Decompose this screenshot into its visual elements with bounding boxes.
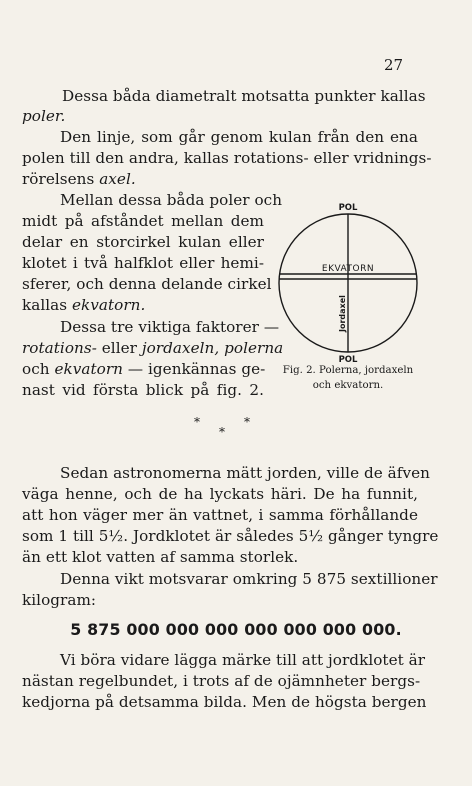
figure-caption <box>272 363 424 393</box>
separator-star-3: * <box>219 425 225 439</box>
paragraph-7-line-1: Vi böra vidare lägga märke till att jordklotet är <box>60 651 426 669</box>
paragraph-4-line-2 <box>22 338 284 358</box>
paragraph-3-line-1: Mellan dessa båda poler och <box>60 191 283 209</box>
paragraph-6-line-2: kilogram: <box>22 591 97 609</box>
figure-caption-line-2: och ekvatorn. <box>312 380 384 391</box>
term-jordaxeln-polerna: jordaxeln, polerna <box>141 339 284 357</box>
figure-2 <box>272 195 424 405</box>
paragraph-3-line-2: midt på afståndet mellan dem <box>22 212 264 230</box>
paragraph-7-line-2: nästan regelbundet, i trots af de ojämnheter bergs- <box>22 672 421 690</box>
globe-diagram <box>272 195 424 363</box>
figure-caption-line-1: Fig. 2. Polerna, jordaxeln <box>282 365 414 376</box>
page-number: 27 <box>384 56 404 74</box>
paragraph-3-line-6-text: kallas <box>22 296 72 314</box>
paragraph-1-line-2: poler. <box>22 107 66 125</box>
paragraph-4-line-3-text-b: — igenkännas ge- <box>122 360 266 378</box>
paragraph-4-line-3-text-a: och <box>22 360 55 378</box>
term-rotations: rotations- <box>22 339 97 357</box>
paragraph-3-line-5: sferer, och denna delande cirkel <box>22 275 272 293</box>
paragraph-2-line-1: Den linje, som går genom kulan från den ena <box>60 128 418 146</box>
paragraph-3-line-3: delar en storcirkel kulan eller <box>22 233 264 251</box>
paragraph-4-line-4: nast vid första blick på fig. 2. <box>22 381 264 399</box>
paragraph-1-line-1: Dessa båda diametralt motsatta punkter kallas <box>62 87 426 105</box>
paragraph-2-line-3 <box>22 169 418 189</box>
paragraph-6-line-1: Denna vikt motsvarar omkring 5 875 sextillioner <box>60 570 438 588</box>
equator-label: EKVATORN <box>321 264 375 274</box>
separator-star-2: * <box>244 415 250 429</box>
paragraph-3-line-6 <box>22 295 264 315</box>
separator-star-1: * <box>194 415 200 429</box>
section-separator <box>188 415 268 443</box>
paragraph-3-line-4: klotet i två halfklot eller hemi- <box>22 254 264 272</box>
paragraph-4-line-1: Dessa tre viktiga faktorer — <box>60 318 280 336</box>
weight-figure: 5 875 000 000 000 000 000 000 000. <box>70 620 402 639</box>
paragraph-4-line-2-text: eller <box>96 339 142 357</box>
paragraph-2-line-3-text: rörelsens <box>22 170 100 188</box>
paragraph-5-line-4: som 1 till 5½. Jordklotet är således 5½ gånger tyngre <box>22 527 439 545</box>
term-ekvatorn-2: ekvatorn <box>54 360 123 378</box>
paragraph-5-line-1: Sedan astronomerna mätt jorden, ville de äfven <box>60 464 430 482</box>
paragraph-5-line-3: att hon väger mer än vattnet, i samma förhållande <box>22 506 418 524</box>
paragraph-5-line-5: än ett klot vatten af samma storlek. <box>22 548 299 566</box>
paragraph-7-line-3: kedjorna på detsamma bilda. Men de högsta bergen <box>22 693 427 711</box>
term-axel: axel. <box>99 170 136 188</box>
paragraph-5-line-2: väga henne, och de ha lyckats häri. De ha funnit, <box>22 485 418 503</box>
top-pole-label: POL <box>338 203 358 213</box>
paragraph-2-line-2: polen till den andra, kallas rotations- eller vridnings- <box>22 149 432 167</box>
paragraph-4-line-3 <box>22 359 264 379</box>
axis-label: Jordaxel <box>338 295 347 332</box>
bottom-pole-label: POL <box>338 355 358 363</box>
term-ekvatorn: ekvatorn. <box>72 296 146 314</box>
